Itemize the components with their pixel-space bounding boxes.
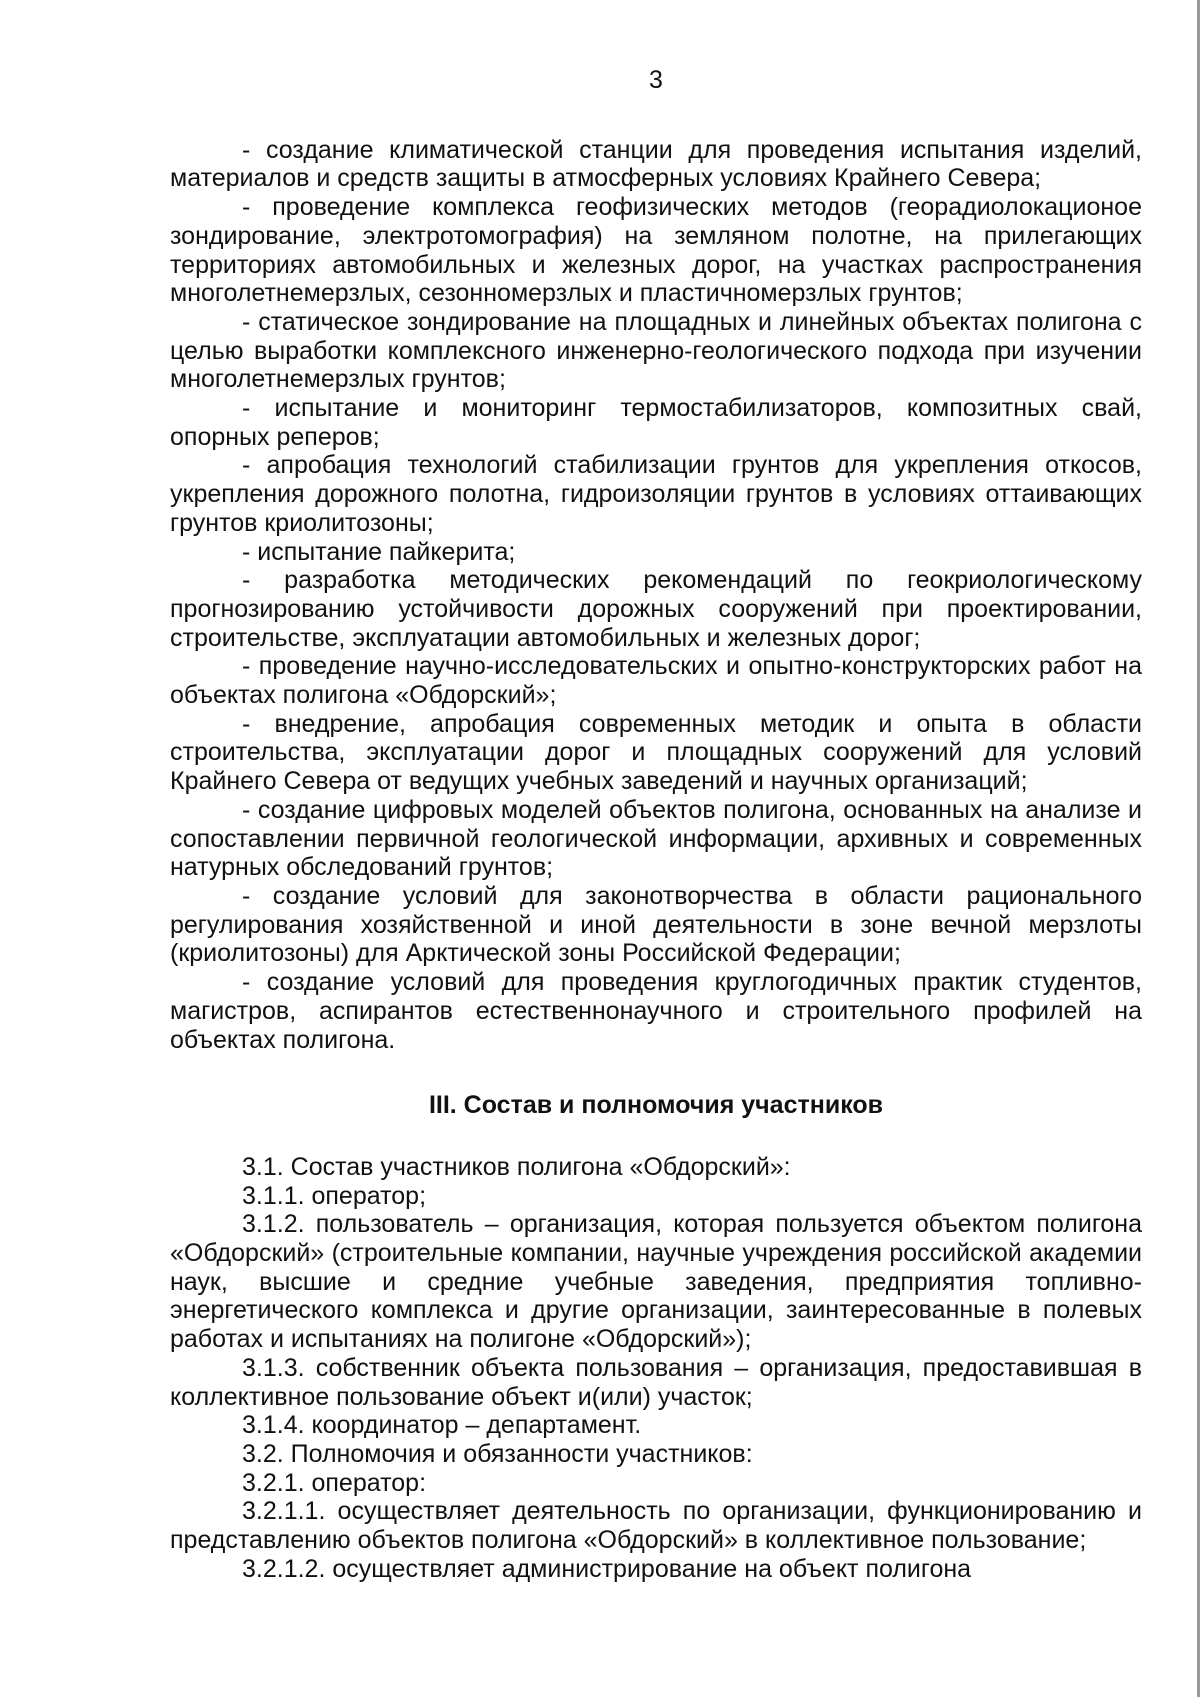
clause: 3.1.4. координатор – департамент. <box>242 1411 642 1440</box>
list-item: - внедрение, апробация современных методик и опыта в области строительства, эксплуатации дорог и площадных сооружений для условий Крайнего Севера от ведущих учебных заведений и научных организаций; <box>170 709 1142 796</box>
list-item: - разработка методических рекомендаций по геокриологическому прогнозированию устойчивости дорожных сооружений при проектировании, строительстве, эксплуатации автомобильных и железных дорог; <box>170 566 1142 652</box>
clause: 3.1. Состав участников полигона «Обдорский»: <box>242 1152 791 1181</box>
list-item: - проведение научно-исследовательских и опытно-конструкторских работ на объектах полигона «Обдорский»; <box>170 652 1142 710</box>
clause: 3.2.1.2. осуществляет администрирование на объект полигона <box>242 1554 972 1583</box>
clause: 3.2.1.1. осуществляет деятельность по организации, функционированию и представлению объектов полигона «Обдорский» в коллективное пользование; <box>170 1497 1142 1555</box>
section-three-clauses <box>170 1153 1142 1584</box>
list-item: - проведение комплекса геофизических методов (георадиолокационое зондирование, электротомография) на земляном полотне, на прилегающих территориях автомобильных и железных дорог, на участках распространения многолетнемерзлых, сезонномерзлых и пластичномерзлых грунтов; <box>170 193 1142 308</box>
section-heading: III. Состав и полномочия участников <box>428 1091 884 1120</box>
clause: 3.1.2. пользователь – организация, которая пользуется объектом полигона «Обдорский» (строительные компании, научные учреждения российской академии наук, высшие и средние учебные заведения, предприятия топливно-энергетического комплекса и другие организации, заинтересованные в полевых работах и испытаниях на полигоне «Обдорский»); <box>170 1210 1142 1354</box>
clause: 3.1.3. собственник объекта пользования – организация, предоставившая в коллективное пользование объект и(или) участок; <box>170 1353 1142 1411</box>
list-item: - создание условий для проведения круглогодичных практик студентов, магистров, аспирантов естественнонаучного и строительного профилей на объектах полигона. <box>170 968 1142 1054</box>
list-item: - создание условий для законотворчества в области рационального регулирования хозяйственной и иной деятельности в зоне вечной мерзлоты (криолитозоны) для Арктической зоны Российской Федерации; <box>170 881 1142 968</box>
page-number: 3 <box>649 66 663 94</box>
list-item: - испытание и мониторинг термостабилизаторов, композитных свай, опорных реперов; <box>170 394 1142 451</box>
clause: 3.2.1. оператор: <box>242 1468 427 1497</box>
clause: 3.1.1. оператор; <box>242 1181 427 1210</box>
document-page <box>170 66 1142 1583</box>
list-item: - статическое зондирование на площадных и линейных объектах полигона с целью выработки комплексного инженерно-геологического подхода при изучении многолетнемерзлых грунтов; <box>170 307 1142 394</box>
list-item: - создание цифровых моделей объектов полигона, основанных на анализе и сопоставлении первичной геологической информации, архивных и современных натурных обследований грунтов; <box>170 795 1142 882</box>
list-item: - создание климатической станции для проведения испытания изделий, материалов и средств защиты в атмосферных условиях Крайнего Севера; <box>170 135 1142 193</box>
section-one-list <box>170 136 1142 1055</box>
list-item: - испытание пайкерита; <box>242 537 516 566</box>
list-item: - апробация технологий стабилизации грунтов для укрепления откосов, укрепления дорожного полотна, гидроизоляции грунтов в условиях оттаивающих грунтов криолитозоны; <box>170 451 1142 537</box>
clause: 3.2. Полномочия и обязанности участников: <box>242 1439 753 1468</box>
